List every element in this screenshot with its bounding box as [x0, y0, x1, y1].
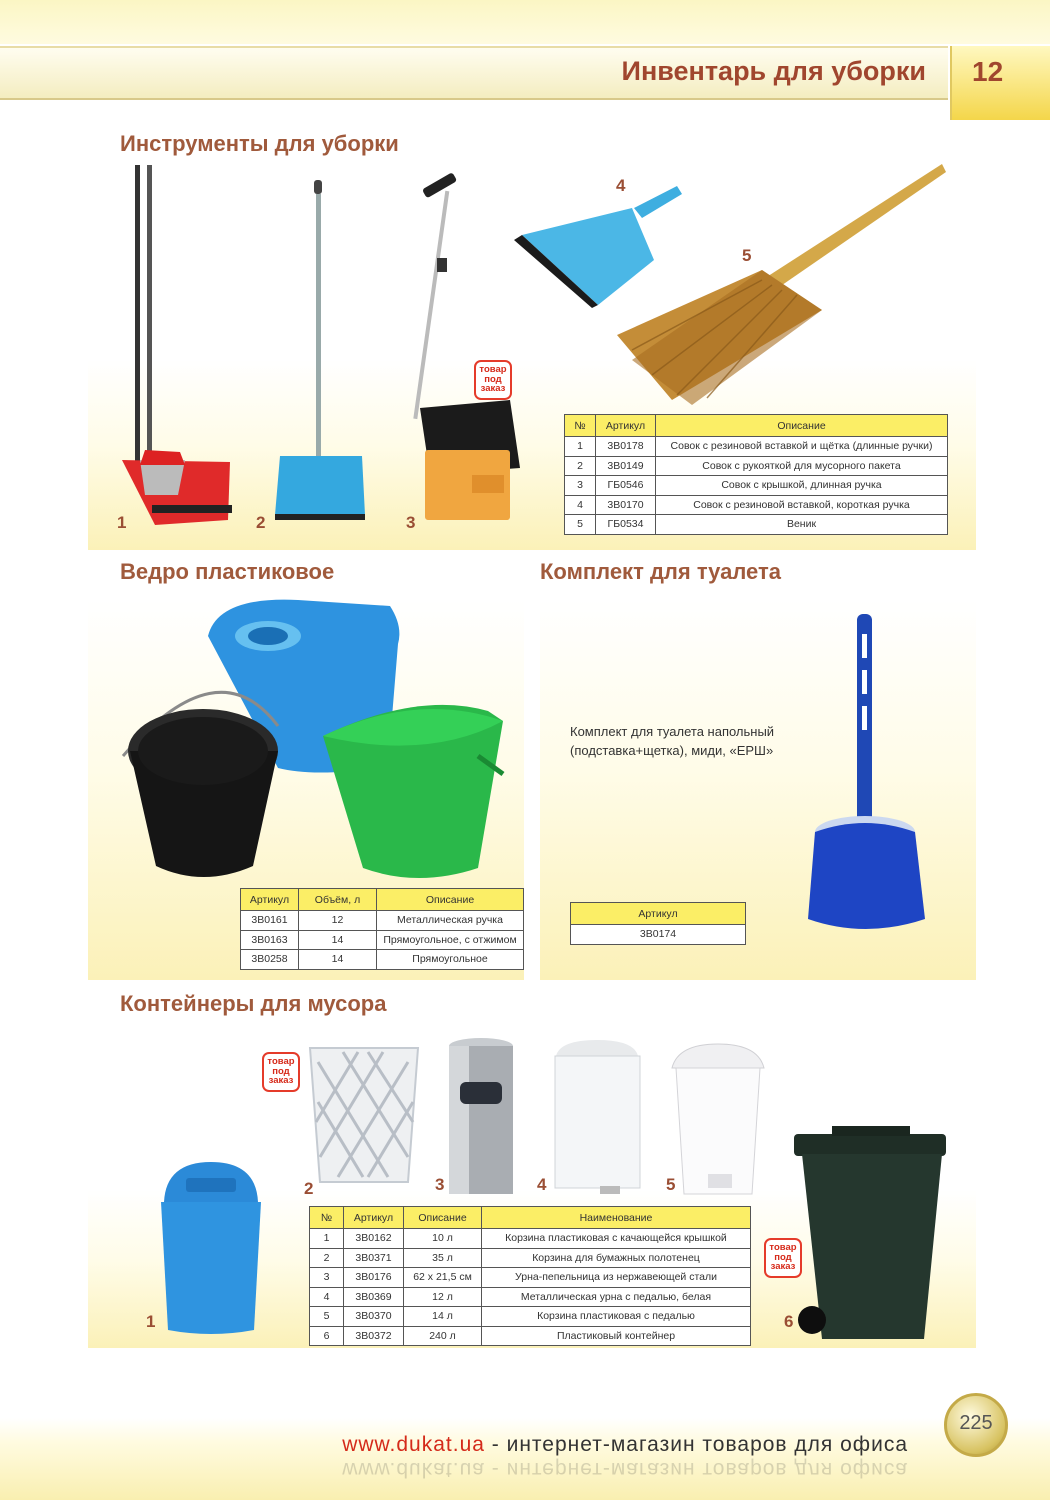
table-row: 3В0163 14 Прямоугольное, с отжимом [241, 930, 524, 950]
table-row: 2 3В0149 Совок с рукояткой для мусорного пакета [565, 456, 948, 476]
pedal-bin-white-image [550, 1038, 645, 1198]
tool-label-2: 2 [256, 513, 266, 532]
tool-label-5: 5 [742, 246, 752, 265]
section-number: 12 [972, 56, 1004, 87]
pedal-bin-plastic-image [668, 1044, 768, 1199]
bucket-section-title: Ведро пластиковое [120, 559, 335, 584]
table-row: 3 3В0176 62 х 21,5 см Урна-пепельница из нержавеющей стали [310, 1268, 751, 1288]
table-row: 1 3В0178 Совок с резиновой вставкой и щётка (длинные ручки) [565, 437, 948, 457]
toilet-description: Комплект для туалета напольный (подставка+щетка), миди, «ЕРШ» [570, 724, 775, 758]
containers-table [309, 1206, 751, 1346]
container-label-3: 3 [435, 1175, 445, 1194]
bucket-table-header: Артикул [241, 889, 299, 911]
containers-table-header: № [310, 1207, 344, 1229]
tools-table-header: Артикул [596, 415, 656, 437]
container-label-5: 5 [666, 1175, 676, 1194]
page-number: 225 [959, 1412, 993, 1434]
toilet-section-title: Комплект для туалета [540, 559, 781, 584]
containers-table-header: Наименование [482, 1207, 751, 1229]
container-label-2: 2 [304, 1179, 314, 1198]
tools-table [564, 414, 948, 535]
tools-table-header: Описание [656, 415, 948, 437]
order-only-badge: товар под заказ [474, 360, 512, 400]
table-row: 3В0161 12 Металлическая ручка [241, 911, 524, 931]
tool-label-3: 3 [406, 513, 416, 532]
bucket-table-header: Описание [377, 889, 524, 911]
footer-text [342, 1433, 908, 1457]
table-row: 5 ГБ0534 Веник [565, 515, 948, 535]
table-row: 3В0258 14 Прямоугольное [241, 950, 524, 970]
table-row: 3В0174 [571, 925, 746, 945]
ashtray-urn-image [446, 1036, 516, 1196]
dustpan-blue-long-image [270, 180, 370, 525]
dustpan-brush-red-image [110, 160, 240, 530]
header-top-strip [0, 0, 1050, 44]
tool-label-1: 1 [117, 513, 127, 532]
order-only-badge: товар под заказ [764, 1238, 802, 1278]
broom-image [612, 160, 952, 410]
table-row: 5 3В0370 14 л Корзина пластиковая с педалью [310, 1307, 751, 1327]
containers-section-title: Контейнеры для мусора [120, 991, 387, 1016]
container-label-1: 1 [146, 1312, 156, 1331]
table-row: 2 3В0371 35 л Корзина для бумажных полотенец [310, 1248, 751, 1268]
bucket-table-header: Объём, л [299, 889, 377, 911]
toilet-brush-set-image [800, 614, 930, 934]
container-label-4: 4 [537, 1175, 547, 1194]
container-label-6: 6 [784, 1312, 794, 1331]
table-row: 4 3В0369 12 л Металлическая урна с педалью, белая [310, 1287, 751, 1307]
footer-tagline: - интернет-магазин товаров для офиса [484, 1433, 908, 1456]
wheelie-bin-image [792, 1124, 952, 1346]
tools-table-header: № [565, 415, 596, 437]
table-row: 6 3В0372 240 л Пластиковый контейнер [310, 1326, 751, 1346]
footer-reflection: www.dukat.ua - интернет-магазин товаров для офиса [342, 1458, 908, 1481]
table-row: 4 3В0170 Совок с резиновой вставкой, короткая ручка [565, 495, 948, 515]
swing-bin-blue-image [156, 1160, 266, 1335]
containers-table-header: Артикул [344, 1207, 404, 1229]
table-row: 3 ГБ0546 Совок с крышкой, длинная ручка [565, 476, 948, 496]
buckets-image [118, 596, 513, 886]
lattice-basket-image [308, 1042, 420, 1184]
bucket-table [240, 888, 524, 970]
toilet-table [570, 902, 746, 945]
tool-label-4: 4 [616, 176, 626, 195]
order-only-badge: товар под заказ [262, 1052, 300, 1092]
table-row: 1 3В0162 10 л Корзина пластиковая с качающейся крышкой [310, 1229, 751, 1249]
page-title: Инвентарь для уборки [621, 56, 926, 86]
footer-url-link[interactable]: www.dukat.ua [342, 1433, 485, 1456]
tools-section-title: Инструменты для уборки [120, 131, 399, 156]
toilet-table-header: Артикул [571, 903, 746, 925]
containers-table-header: Описание [404, 1207, 482, 1229]
